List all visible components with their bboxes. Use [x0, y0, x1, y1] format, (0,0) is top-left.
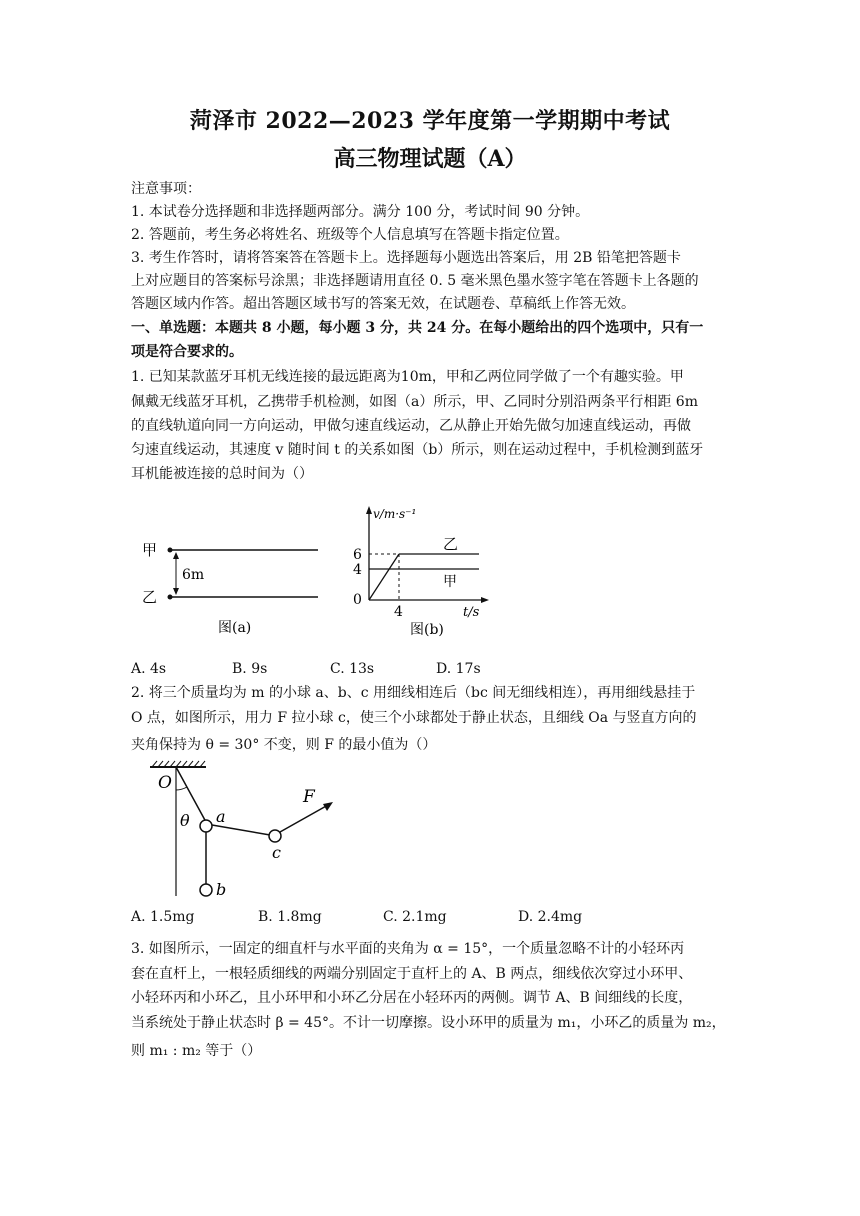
q3-text-line3: 小轻环丙和小环乙，且小环甲和小环乙分居在小轻环丙的两侧。调节 A、B 间细线的长度， — [131, 990, 693, 1006]
fig-b-origin: 0 — [353, 592, 362, 608]
notice-item-3-cont1: 上对应题目的答案标号涂黑；非选择题请用直径 0. 5 毫米黑色墨水签字笔在答题卡上各题的 — [131, 273, 699, 289]
q2-option-a: A. 1.5mg — [131, 909, 195, 925]
q2-figure — [140, 760, 360, 900]
fig-b-ytick-6: 6 — [353, 547, 362, 563]
q2-fig-label-b: b — [216, 880, 227, 899]
notice-item-1: 1. 本试卷分选择题和非选择题两部分。满分 100 分，考试时间 90 分钟。 — [131, 204, 590, 220]
fig-b-ylabel: v/m·s⁻¹ — [373, 507, 417, 521]
q2-text-line3: 夹角保持为 θ = 30° 不变，则 F 的最小值为（） — [131, 737, 437, 753]
q1-text-line1: 1. 已知某款蓝牙耳机无线连接的最远距离为10m，甲和乙两位同学做了一个有趣实验。甲 — [131, 369, 684, 385]
q2-fig-label-theta: θ — [180, 811, 190, 830]
q1-option-b: B. 9s — [232, 661, 268, 677]
exam-subtitle: 高三物理试题（A） — [333, 146, 527, 172]
section-heading-line1: 一、单选题：本题共 8 小题，每小题 3 分，共 24 分。在每小题给出的四个选项中，只有一 — [131, 320, 704, 336]
fig-b-xtick-4: 4 — [394, 604, 403, 620]
exam-title: 菏泽市 2022—2023 学年度第一学期期中考试 — [189, 108, 671, 134]
q1-option-d: D. 17s — [436, 661, 481, 677]
q3-text-line4: 当系统处于静止状态时 β = 45°。不计一切摩擦。设小环甲的质量为 m₁，小环乙的质量为 m₂， — [131, 1015, 726, 1031]
q2-option-b: B. 1.8mg — [258, 909, 322, 925]
q1-option-a: A. 4s — [131, 661, 167, 677]
q1-text-line2: 佩戴无线蓝牙耳机，乙携带手机检测，如图（a）所示，甲、乙同时分别沿两条平行相距 6m — [131, 394, 698, 410]
section-heading-line2: 项是符合要求的。 — [131, 344, 243, 360]
q2-options — [131, 906, 731, 928]
notice-heading: 注意事项： — [131, 181, 201, 197]
fig-b-ytick-4: 4 — [353, 562, 362, 578]
fig-a-label-jia: 甲 — [142, 541, 158, 559]
q1-text-line3: 的直线轨道向同一方向运动，甲做匀速直线运动，乙从静止开始先做匀加速直线运动，再做 — [131, 418, 691, 434]
fig-b-caption: 图(b) — [410, 622, 444, 638]
q1-figure-a — [140, 530, 330, 645]
fig-b-xlabel: t/s — [463, 605, 480, 620]
q2-option-d: D. 2.4mg — [518, 909, 583, 925]
q2-fig-label-a: a — [216, 807, 226, 826]
q2-option-c: C. 2.1mg — [383, 909, 447, 925]
q1-text-line4: 匀速直线运动，其速度 v 随时间 t 的关系如图（b）所示，则在运动过程中，手机检测到蓝牙 — [131, 442, 704, 458]
fig-b-series-yi: 乙 — [443, 535, 459, 553]
q2-text-line2: O 点，如图所示，用力 F 拉小球 c，使三个小球都处于静止状态，且细线 Oa 与竖直方向的 — [131, 710, 697, 726]
notice-item-3-cont2: 答题区域内作答。超出答题区域书写的答案无效，在试题卷、草稿纸上作答无效。 — [131, 296, 635, 312]
q1-option-c: C. 13s — [330, 661, 375, 677]
q2-text-line1: 2. 将三个质量均为 m 的小球 a、b、c 用细线相连后（bc 间无细线相连），再用细线悬挂于 — [131, 685, 696, 701]
notice-item-3: 3. 考生作答时，请将答案答在答题卡上。选择题每小题选出答案后，用 2B 铅笔把答题卡 — [131, 250, 681, 266]
q2-fig-label-c: c — [272, 843, 281, 862]
q1-figure-b — [345, 500, 495, 645]
q2-fig-label-F: F — [303, 787, 315, 807]
q3-text-line5: 则 m₁ : m₂ 等于（） — [131, 1043, 262, 1059]
fig-a-caption: 图(a) — [218, 620, 252, 636]
q1-text-line5: 耳机能被连接的总时间为（） — [131, 466, 313, 482]
q3-text-line1: 3. 如图所示，一固定的细直杆与水平面的夹角为 α = 15°，一个质量忽略不计的小轻环丙 — [131, 941, 685, 957]
q2-fig-label-O: O — [158, 773, 172, 793]
q1-options — [131, 658, 731, 680]
fig-a-distance: 6m — [182, 567, 205, 583]
fig-a-label-yi: 乙 — [142, 588, 158, 606]
notice-item-2: 2. 答题前，考生务必将姓名、班级等个人信息填写在答题卡指定位置。 — [131, 227, 569, 243]
q3-text-line2: 套在直杆上，一根轻质细线的两端分别固定于直杆上的 A、B 两点，细线依次穿过小环甲、 — [131, 966, 693, 982]
fig-b-series-jia: 甲 — [443, 574, 457, 590]
